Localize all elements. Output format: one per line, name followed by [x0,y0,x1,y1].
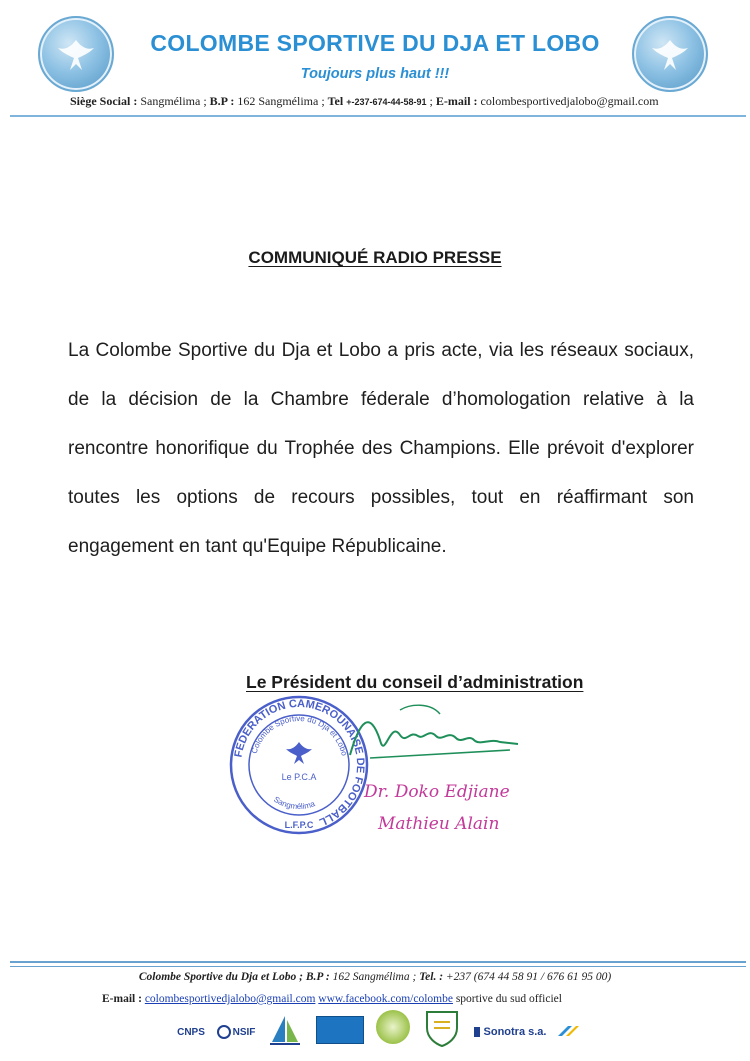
signatory-title: Le Président du conseil d’administration [246,672,584,692]
stamp-dove-icon [286,742,312,764]
document-body: La Colombe Sportive du Dja et Lobo a pris acte, via les réseaux sociaux, de la décision de la Chambre féderale d’homologation relative à la rencontre honorifique du Trophée des Champions. Elle prévoit d'explorer toutes les options de recours possibles, tout en réaffirmant son engagement en tant qu'Equipe Républicaine. [68,340,694,557]
header-divider [10,115,746,117]
email-value[interactable]: colombesportivedjalobo@gmail.com [480,94,659,108]
footer-contacts [102,993,562,1005]
bp-value: 162 Sangmélima ; [237,94,325,108]
stamp-center-label: Le P.C.A [281,772,317,782]
footer-org: Colombe Sportive du Dja et Lobo ; [138,971,304,983]
email-label: E-mail : [435,94,478,108]
stamp-bottom-text: L.F.P.C [284,820,314,830]
siege-label: Siège Social : [70,94,138,108]
club-motto: Toujours plus haut !!! [300,66,450,82]
document-title: COMMUNIQUÉ RADIO PRESSE [248,248,502,267]
sponsor-shield-logo [424,1008,460,1048]
footer-divider-bottom [10,966,746,967]
siege-value: Sangmélima ; [140,94,207,108]
footer-email-link[interactable]: colombesportivedjalobo@gmail.com [144,993,316,1005]
club-name: COLOMBE SPORTIVE DU DJA ET LOBO [150,30,600,56]
sponsor-rt-logo [316,1016,364,1044]
handwritten-signature [340,700,530,780]
footer-tel-value: +237 (674 44 58 91 / 676 61 95 00) [445,971,612,983]
footer-bp-value: 162 Sangmélima ; [332,971,417,983]
svg-text:Sangmélima [272,795,317,811]
tel-label: Tel [327,94,344,108]
footer-address [0,971,750,983]
stamp-outer-text: FEDERATION CAMEROUNAISE DE FOOTBALL [232,697,367,829]
sponsor-sonotra-logo: Sonotra s.a. [468,1015,552,1049]
stamp-inner-text: Colombe Sportive du Dja et Lobo [249,713,349,757]
sponsor-stripe-logo [556,1024,580,1038]
footer-tel-label: Tel. : [419,971,444,983]
signatory-name-line2: Mathieu Alain [378,814,500,834]
sponsor-sail-logo [268,1014,302,1046]
sponsor-nsif-logo: NSIF [214,1015,258,1049]
header-contact: Siège Social : Sangmélima ; B.P : 162 Sangmélima ; Tel +-237-674-44-58-91 ; E-mail : colombesportivedjalobo@gmail.com [70,94,659,108]
footer-divider-top [10,961,746,963]
sponsor-round-logo [376,1010,410,1044]
footer-tagline: sportive du sud officiel [455,993,562,1005]
footer-facebook-link[interactable]: www.facebook.com/colombe [318,993,453,1005]
bp-label: B.P : [209,94,235,108]
footer-bp-label: B.P : [305,971,330,983]
footer-email-label: E-mail : [102,993,142,1005]
stamp-city: Sangmélima [272,794,317,812]
sponsor-cnps-logo: CNPS [177,1026,205,1038]
tel-value: +-237-674-44-58-91 [346,97,427,107]
signatory-name-line1: Dr. Doko Edjiane [364,782,510,802]
